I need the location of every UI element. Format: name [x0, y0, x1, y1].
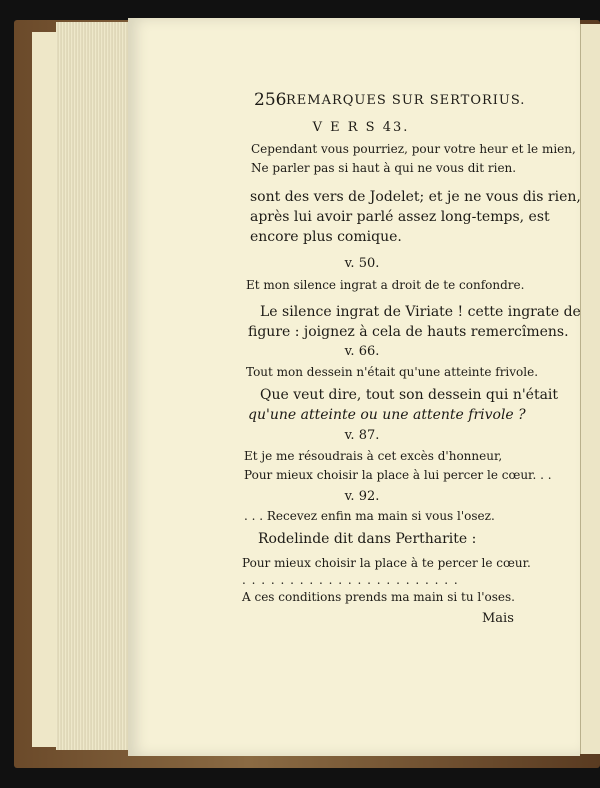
verse-line: Cependant vous pourriez, pour votre heur et le mien,	[251, 142, 576, 156]
page-edges	[56, 22, 128, 750]
verse-line: Et je me résoudrais à cet excès d'honneur,	[244, 449, 503, 463]
comment-line: sont des vers de Jodelet; et je ne vous dis rien,	[250, 189, 581, 205]
catchword: Mais	[482, 611, 514, 626]
comment-line: qu'une atteinte ou une attente frivole ?	[248, 407, 526, 423]
verse-line: A ces conditions prends ma main si tu l'oses.	[242, 590, 515, 604]
section-heading: v. 87.	[344, 428, 380, 443]
comment-line: Le silence ingrat de Viriate ! cette ingrate de	[260, 304, 581, 320]
verse-line: Ne parler pas si haut à qui ne vous dit rien.	[251, 161, 517, 175]
verse-line: Pour mieux choisir la place à te percer le cœur.	[242, 556, 531, 570]
verse-line: Tout mon dessein n'était qu'une atteinte frivole.	[246, 365, 539, 379]
page-number: 256	[254, 90, 287, 110]
book-page	[128, 18, 580, 756]
comment-line: encore plus comique.	[250, 229, 402, 245]
section-heading: v. 92.	[344, 489, 380, 504]
comment-line: figure : joignez à cela de hauts remercîmens.	[248, 324, 569, 340]
section-heading: v. 66.	[344, 344, 380, 359]
verse-line: Pour mieux choisir la place à lui percer le cœur. . .	[244, 468, 552, 482]
comment-line: Rodelinde dit dans Pertharite :	[258, 531, 477, 547]
verse-line: . . . Recevez enfin ma main si vous l'osez.	[244, 509, 495, 523]
comment-line: après lui avoir parlé assez long-temps, est	[250, 209, 550, 225]
verse-line: Et mon silence ingrat a droit de te confondre.	[246, 278, 525, 292]
next-page-edge	[580, 24, 600, 754]
comment-line: Que veut dire, tout son dessein qui n'était	[260, 387, 559, 403]
ellipsis-line: . . . . . . . . . . . . . . . . . . . . . . .	[242, 573, 459, 587]
section-heading: v. 50.	[344, 256, 380, 271]
section-heading: V E R S 43.	[312, 120, 410, 135]
running-title: REMARQUES SUR SERTORIUS.	[286, 93, 526, 108]
